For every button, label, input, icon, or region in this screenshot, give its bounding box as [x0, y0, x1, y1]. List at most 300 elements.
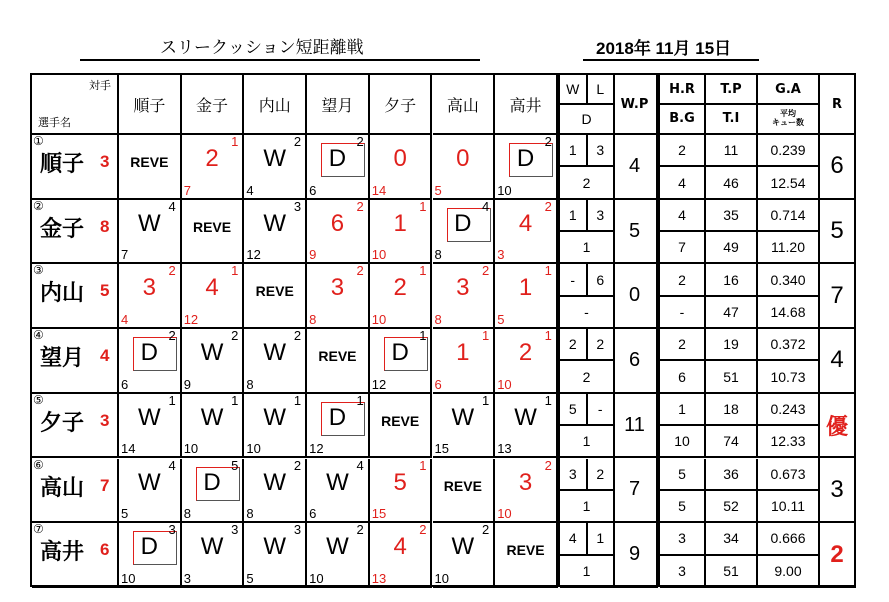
innings-count: 1	[419, 328, 427, 344]
losses-value: 3	[588, 200, 616, 232]
stats-grid	[658, 73, 820, 587]
result-cell	[244, 523, 307, 588]
innings-count: 2	[356, 134, 364, 149]
l-header: L	[588, 75, 616, 105]
score-value: 1	[518, 274, 533, 302]
result-cell	[119, 329, 182, 394]
draws-value: -	[560, 297, 615, 329]
result-cell	[182, 329, 245, 394]
result-cell	[307, 459, 370, 524]
innings-count: 1	[419, 263, 427, 279]
avg-header: 平均 キュー数	[758, 105, 820, 135]
points-count: 5	[497, 312, 505, 328]
innings-count: 1	[231, 134, 239, 149]
points-count: 8	[246, 506, 254, 522]
opponent-header: 内山	[244, 75, 307, 135]
player-number: ⑦	[33, 522, 44, 537]
win-mark: W	[138, 209, 161, 237]
losses-value: 2	[588, 329, 616, 361]
points-count: 9	[183, 376, 191, 392]
result-cell	[307, 523, 370, 588]
result-cell	[495, 523, 558, 588]
result-cell	[495, 329, 558, 394]
innings-count: 2	[293, 457, 302, 473]
bg-value: 4	[660, 167, 706, 199]
points-count: 8	[434, 247, 442, 263]
score-value: 0	[456, 145, 470, 172]
player-name-cell	[32, 329, 119, 394]
wins-value: 3	[560, 459, 588, 491]
score-value: 3	[330, 274, 345, 302]
player-label: 選手名	[38, 116, 71, 129]
rank-value: 2	[820, 523, 856, 588]
points-count: 10	[309, 570, 324, 586]
innings-count: 2	[168, 328, 176, 344]
points-count: 15	[371, 506, 387, 522]
w-header: W	[560, 75, 588, 105]
player-name: 高山	[40, 475, 85, 501]
reve-label: REVE	[318, 348, 357, 365]
avg-value: 12.33	[758, 426, 820, 458]
score-value: 0	[393, 145, 407, 172]
result-cell	[433, 135, 496, 200]
tp-value: 18	[706, 394, 758, 426]
win-mark: W	[263, 209, 287, 237]
player-name: 順子	[40, 152, 85, 177]
wins-value: 4	[560, 523, 588, 555]
reve-label: REVE	[443, 477, 482, 494]
points-count: 6	[434, 376, 442, 392]
rank-value: 3	[820, 459, 856, 524]
draw-mark: D	[516, 145, 535, 172]
hr-header: H.R	[660, 75, 706, 105]
points-count: 12	[309, 441, 324, 457]
opponent-header: 金子	[182, 75, 245, 135]
avg-value: 11.20	[758, 232, 820, 264]
player-win-count: 7	[100, 475, 110, 495]
points-count: 6	[309, 182, 317, 198]
innings-count: 1	[544, 263, 552, 279]
points-count: 8	[434, 312, 442, 328]
draws-value: 2	[560, 167, 615, 199]
rank-header: R	[820, 75, 856, 135]
losses-value: 1	[588, 523, 616, 555]
ti-value: 51	[706, 556, 758, 588]
result-cell	[433, 200, 496, 265]
player-name: 夕子	[40, 410, 85, 436]
points-count: 15	[434, 441, 449, 457]
result-cell	[495, 394, 558, 459]
result-cell	[119, 523, 182, 588]
win-points-value: 0	[613, 264, 658, 329]
innings-count: 1	[419, 457, 427, 473]
innings-count: 1	[481, 392, 490, 408]
title-underline	[80, 59, 480, 61]
points-count: 7	[121, 247, 129, 263]
innings-count: 2	[419, 522, 427, 538]
win-points-value: 7	[613, 459, 658, 524]
wins-value: 2	[560, 329, 588, 361]
result-cell	[495, 135, 558, 200]
tp-value: 19	[706, 329, 758, 361]
result-cell	[119, 394, 182, 459]
result-cell	[370, 459, 433, 524]
result-cell	[307, 394, 370, 459]
score-value: 5	[393, 468, 407, 496]
draw-mark: D	[140, 533, 159, 561]
avg-value: 9.00	[758, 556, 820, 588]
result-cell	[182, 523, 245, 588]
player-name: 高井	[40, 540, 85, 566]
avg-value: 14.68	[758, 297, 820, 329]
innings-count: 2	[293, 328, 302, 344]
bg-value: 10	[660, 426, 706, 458]
innings-count: 2	[481, 263, 490, 279]
innings-count: 3	[168, 522, 176, 538]
points-count: 14	[371, 182, 387, 198]
losses-value: 6	[588, 264, 616, 296]
win-mark: W	[138, 403, 161, 431]
points-count: 5	[434, 182, 442, 198]
result-cell	[119, 459, 182, 524]
player-win-count: 4	[100, 346, 110, 366]
result-cell	[182, 459, 245, 524]
innings-count: 1	[293, 392, 302, 408]
win-mark: W	[263, 403, 287, 431]
result-cell	[307, 264, 370, 329]
points-count: 10	[497, 506, 512, 522]
points-count: 8	[309, 312, 317, 328]
reve-label: REVE	[192, 218, 232, 235]
innings-count: 2	[544, 134, 552, 149]
ga-header: G.A	[758, 75, 820, 105]
opponent-header: 望月	[307, 75, 370, 135]
points-count: 10	[497, 182, 512, 198]
innings-count: 2	[356, 198, 364, 214]
win-points-value: 11	[613, 394, 658, 459]
points-count: 10	[183, 441, 199, 457]
tp-value: 34	[706, 523, 758, 555]
points-count: 12	[246, 247, 261, 263]
score-value: 6	[330, 209, 345, 237]
win-mark: W	[451, 533, 475, 561]
result-cell	[495, 200, 558, 265]
player-number: ③	[33, 263, 44, 278]
score-value: 3	[518, 468, 533, 496]
innings-count: 2	[293, 134, 302, 149]
tp-value: 11	[706, 135, 758, 167]
innings-count: 2	[481, 522, 490, 538]
points-count: 5	[246, 570, 254, 586]
player-win-count: 3	[100, 410, 110, 430]
result-cell	[433, 394, 496, 459]
hr-value: 1	[660, 394, 706, 426]
rank-value: 5	[820, 200, 856, 265]
win-mark: W	[200, 403, 224, 431]
points-count: 3	[183, 570, 191, 586]
result-cell	[370, 523, 433, 588]
points-count: 7	[183, 182, 191, 198]
bg-header: B.G	[660, 105, 706, 135]
result-cell	[119, 200, 182, 265]
points-count: 12	[183, 312, 199, 328]
score-value: 3	[142, 274, 157, 302]
result-cell	[244, 394, 307, 459]
player-win-count: 3	[100, 152, 110, 171]
draws-value: 1	[560, 556, 615, 588]
result-cell	[307, 135, 370, 200]
result-cell	[182, 264, 245, 329]
player-number: ⑤	[33, 392, 44, 407]
draws-value: 1	[560, 232, 615, 264]
points-count: 4	[121, 312, 129, 328]
draw-mark: D	[140, 339, 159, 367]
bg-value: 5	[660, 491, 706, 523]
result-cell	[370, 329, 433, 394]
win-mark: W	[138, 468, 161, 496]
d-header: D	[560, 105, 615, 135]
innings-count: 1	[231, 392, 239, 408]
innings-count: 2	[231, 328, 239, 344]
page-title: スリークッション短距離戦	[160, 38, 364, 58]
innings-count: 1	[231, 263, 239, 279]
draw-mark: D	[454, 209, 472, 237]
win-mark: W	[200, 339, 224, 367]
result-cell	[495, 264, 558, 329]
win-mark: W	[326, 468, 349, 496]
result-cell	[182, 135, 245, 200]
ga-value: 0.243	[758, 394, 820, 426]
innings-count: 4	[168, 457, 176, 473]
points-count: 8	[183, 506, 191, 522]
points-count: 10	[497, 376, 512, 392]
result-cell	[495, 459, 558, 524]
reve-label: REVE	[130, 154, 169, 170]
innings-count: 4	[356, 457, 364, 473]
innings-count: 3	[293, 198, 302, 214]
hr-value: 5	[660, 459, 706, 491]
reve-label: REVE	[255, 283, 294, 300]
result-cell	[244, 459, 307, 524]
result-cell	[244, 135, 307, 200]
result-cell	[119, 135, 182, 200]
avg-value: 10.73	[758, 361, 820, 393]
result-cell	[370, 394, 433, 459]
points-count: 3	[497, 247, 505, 263]
innings-count: 2	[544, 198, 552, 214]
draw-mark: D	[391, 339, 409, 367]
score-value: 2	[205, 145, 219, 172]
avg-value: 10.11	[758, 491, 820, 523]
result-cell	[433, 459, 496, 524]
opponent-header: 順子	[119, 75, 182, 135]
tp-header: T.P	[706, 75, 758, 105]
points-count: 5	[121, 506, 129, 522]
player-name-cell	[32, 135, 119, 200]
points-count: 4	[246, 182, 254, 198]
score-value: 4	[205, 274, 219, 302]
player-name-cell	[32, 459, 119, 524]
innings-count: 4	[168, 198, 176, 214]
innings-count: 1	[481, 328, 490, 344]
score-value: 2	[518, 339, 533, 367]
innings-count: 2	[544, 457, 552, 473]
score-value: 3	[456, 274, 470, 302]
wp-grid	[613, 73, 658, 587]
ti-value: 49	[706, 232, 758, 264]
bg-value: 7	[660, 232, 706, 264]
ti-value: 52	[706, 491, 758, 523]
player-name-cell	[32, 200, 119, 265]
ga-value: 0.239	[758, 135, 820, 167]
ga-value: 0.372	[758, 329, 820, 361]
innings-count: 5	[231, 457, 239, 473]
rank-value: 6	[820, 135, 856, 200]
wins-value: 5	[560, 394, 588, 426]
innings-count: 3	[231, 522, 239, 538]
result-cell	[244, 264, 307, 329]
player-name: 内山	[40, 281, 85, 307]
wins-value: 1	[560, 135, 588, 167]
player-name-cell	[32, 394, 119, 459]
points-count: 8	[246, 376, 254, 392]
wins-value: 1	[560, 200, 588, 232]
result-cell	[307, 200, 370, 265]
player-number: ②	[33, 198, 44, 213]
tp-value: 16	[706, 264, 758, 296]
ga-value: 0.666	[758, 523, 820, 555]
result-cell	[182, 394, 245, 459]
hr-value: 4	[660, 200, 706, 232]
innings-count: 1	[544, 392, 552, 408]
player-name-cell	[32, 264, 119, 329]
innings-count: 1	[419, 198, 427, 214]
avg-value: 12.54	[758, 167, 820, 199]
win-points-value: 6	[613, 329, 658, 394]
bg-value: 6	[660, 361, 706, 393]
points-count: 12	[371, 376, 387, 392]
ti-value: 74	[706, 426, 758, 458]
innings-count: 2	[356, 522, 364, 538]
innings-count: 1	[544, 328, 552, 344]
points-count: 13	[497, 441, 512, 457]
ti-value: 47	[706, 297, 758, 329]
points-count: 14	[121, 441, 136, 457]
opponent-header: 夕子	[370, 75, 433, 135]
player-name: 金子	[40, 216, 85, 242]
losses-value: -	[588, 394, 616, 426]
win-mark: W	[263, 468, 287, 496]
result-cell	[433, 329, 496, 394]
header-corner	[32, 75, 119, 135]
result-cell	[370, 264, 433, 329]
wins-value: -	[560, 264, 588, 296]
points-count: 6	[121, 376, 129, 392]
draws-value: 2	[560, 361, 615, 393]
player-name: 望月	[40, 346, 85, 372]
innings-count: 3	[293, 522, 302, 538]
points-count: 10	[434, 570, 449, 586]
win-mark: W	[263, 533, 287, 561]
bg-value: -	[660, 297, 706, 329]
innings-count: 2	[356, 263, 364, 279]
hr-value: 2	[660, 264, 706, 296]
points-count: 10	[246, 441, 261, 457]
points-count: 10	[371, 247, 387, 263]
opponent-header: 高井	[495, 75, 558, 135]
win-points-value: 5	[613, 200, 658, 265]
result-cell	[370, 200, 433, 265]
draw-mark: D	[328, 145, 347, 172]
draws-value: 1	[560, 426, 615, 458]
ti-header: T.I	[706, 105, 758, 135]
result-cell	[370, 135, 433, 200]
result-cell	[119, 264, 182, 329]
rank-value: 4	[820, 329, 856, 394]
score-value: 2	[393, 274, 407, 302]
results-grid	[30, 73, 558, 587]
score-value: 1	[393, 209, 407, 237]
score-value: 4	[393, 533, 407, 561]
ga-value: 0.673	[758, 459, 820, 491]
tp-value: 35	[706, 200, 758, 232]
ga-value: 0.714	[758, 200, 820, 232]
player-name-cell	[32, 523, 119, 588]
points-count: 6	[309, 506, 317, 522]
win-mark: W	[326, 533, 349, 561]
draw-mark: D	[203, 468, 221, 496]
innings-count: 4	[481, 198, 490, 214]
score-value: 4	[518, 209, 533, 237]
reve-label: REVE	[381, 412, 420, 429]
tp-value: 36	[706, 459, 758, 491]
win-mark: W	[263, 339, 287, 367]
player-win-count: 8	[100, 216, 110, 236]
win-mark: W	[514, 403, 537, 431]
player-number: ①	[33, 134, 44, 148]
rank-value: 7	[820, 264, 856, 329]
hr-value: 2	[660, 135, 706, 167]
points-count: 13	[371, 570, 387, 586]
win-points-value: 9	[613, 523, 658, 588]
win-mark: W	[263, 145, 287, 172]
losses-value: 2	[588, 459, 616, 491]
opponent-header: 高山	[433, 75, 496, 135]
opponent-label: 対手	[89, 79, 111, 92]
wp-header: W.P	[613, 75, 658, 135]
ga-value: 0.340	[758, 264, 820, 296]
wld-grid	[558, 73, 615, 587]
points-count: 10	[121, 570, 136, 586]
losses-value: 3	[588, 135, 616, 167]
rank-value: 優	[820, 394, 856, 459]
result-cell	[244, 200, 307, 265]
hr-value: 3	[660, 523, 706, 555]
win-mark: W	[200, 533, 224, 561]
win-mark: W	[451, 403, 475, 431]
draws-value: 1	[560, 491, 615, 523]
win-points-value: 4	[613, 135, 658, 200]
hr-value: 2	[660, 329, 706, 361]
result-cell	[244, 329, 307, 394]
ti-value: 46	[706, 167, 758, 199]
player-number: ⑥	[33, 457, 44, 472]
points-count: 9	[309, 247, 317, 263]
result-cell	[433, 523, 496, 588]
match-date: 2018年 11月 15日	[596, 39, 732, 58]
bg-value: 3	[660, 556, 706, 588]
player-number: ④	[33, 328, 44, 343]
